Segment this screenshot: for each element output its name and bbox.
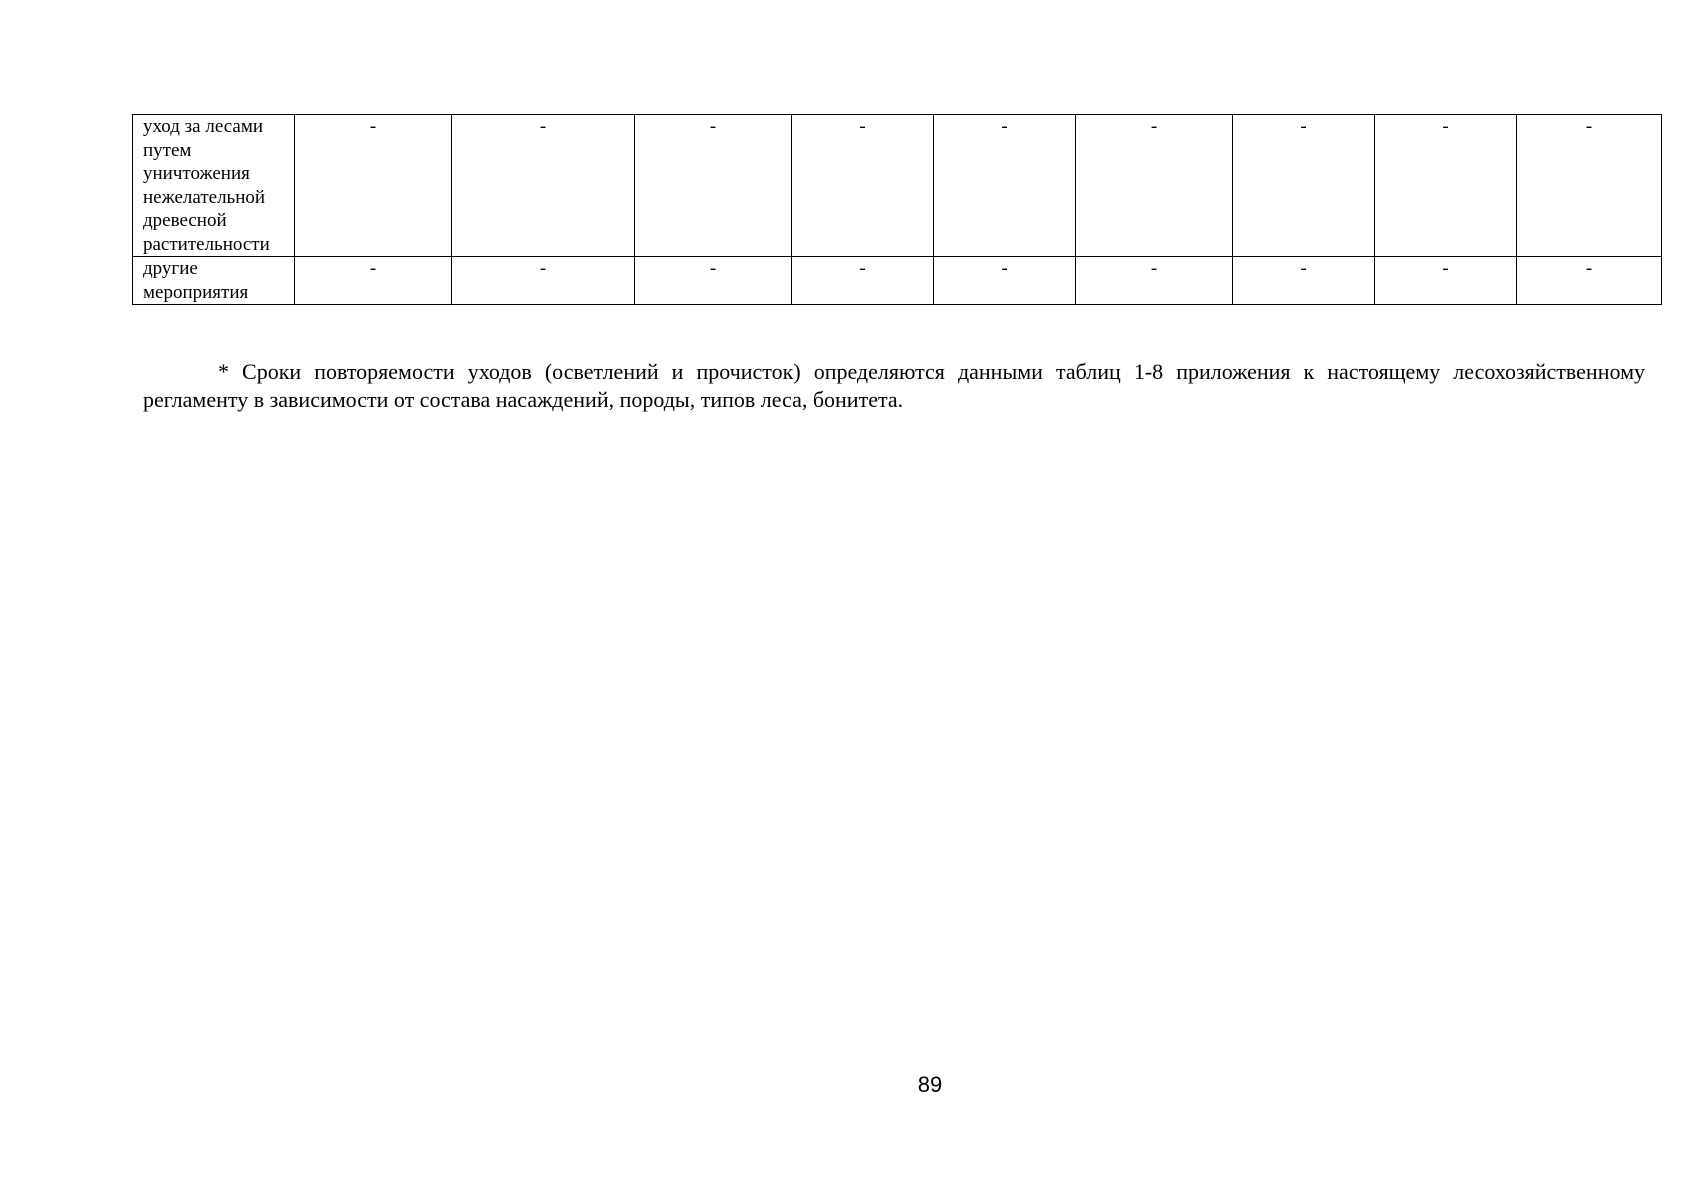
table-cell: - bbox=[1375, 257, 1517, 305]
forest-measures-table bbox=[132, 114, 1662, 305]
table-cell: - bbox=[1375, 115, 1517, 257]
table-cell: - bbox=[295, 257, 452, 305]
table-cell: - bbox=[635, 115, 792, 257]
table-cell: - bbox=[1076, 257, 1233, 305]
table-cell: - bbox=[934, 115, 1076, 257]
table-cell: - bbox=[792, 115, 934, 257]
table-cell: - bbox=[452, 257, 635, 305]
footnote: * Сроки повторяемости уходов (осветлений и прочисток) определяются данными таблиц 1-8 приложения к настоящему лесохозяйственному регламенту в зависимости от состава насаждений, породы, типов леса, бонитета. bbox=[143, 359, 1645, 412]
table-cell: - bbox=[1517, 257, 1662, 305]
table-cell: - bbox=[635, 257, 792, 305]
table-cell: - bbox=[295, 115, 452, 257]
row-label: другие мероприятия bbox=[133, 257, 295, 305]
table-cell: - bbox=[934, 257, 1076, 305]
table-cell: - bbox=[1076, 115, 1233, 257]
table-cell: - bbox=[1233, 257, 1375, 305]
table-cell: - bbox=[1517, 115, 1662, 257]
table-row bbox=[133, 257, 1662, 305]
table-row bbox=[133, 115, 1662, 257]
table-cell: - bbox=[452, 115, 635, 257]
table-cell: - bbox=[1233, 115, 1375, 257]
row-label: уход за лесами путем уничтожения нежелательной древесной растительности bbox=[133, 115, 295, 257]
table-cell: - bbox=[792, 257, 934, 305]
page-number: 89 bbox=[917, 1072, 943, 1097]
